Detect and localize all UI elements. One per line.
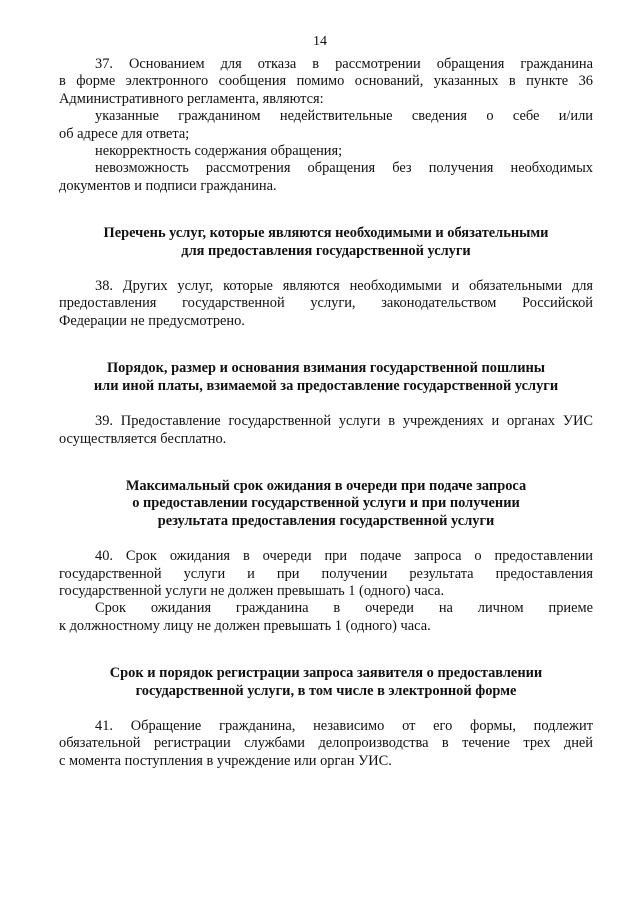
section-heading-services (59, 225, 593, 260)
paragraph-40 (59, 548, 593, 600)
heading-line: Срок и порядок регистрации запроса заявителя о предоставлении (109, 665, 543, 682)
heading-line: государственной услуги, в том числе в электронной форме (135, 682, 517, 699)
paragraph-39 (59, 413, 593, 448)
text-line: 41. Обращение гражданина, независимо от его формы, подлежит (95, 717, 593, 734)
text-line: осуществляется бесплатно. (59, 430, 227, 447)
heading-line: Порядок, размер и основания взимания государственной пошлины (106, 360, 546, 377)
document-body (59, 56, 593, 770)
text-line: 40. Срок ожидания в очереди при подаче запроса о предоставлении (95, 548, 593, 565)
heading-line: о предоставлении государственной услуги и при получении (132, 495, 520, 512)
text-line: государственной услуги и при получении результата предоставления (59, 565, 593, 582)
text-line: некорректность содержания обращения; (95, 143, 343, 160)
heading-line: или иной платы, взимаемой за предоставление государственной услуги (93, 377, 559, 394)
paragraph-37 (59, 56, 593, 108)
text-line: в форме электронного сообщения помимо оснований, указанных в пункте 36 (59, 73, 593, 90)
paragraph-37-item-2 (59, 143, 593, 160)
text-line: документов и подписи гражданина. (59, 177, 277, 194)
text-line: предоставления государственной услуги, законодательством Российской (59, 295, 593, 312)
text-line: с момента поступления в учреждение или орган УИС. (59, 752, 392, 769)
section-heading-registration (59, 665, 593, 700)
text-line: об адресе для ответа; (59, 125, 190, 142)
text-line: 38. Других услуг, которые являются необходимыми и обязательными для (95, 278, 593, 295)
text-line: государственной услуги не должен превышать 1 (одного) часа. (59, 582, 445, 599)
heading-line: Максимальный срок ожидания в очереди при подаче запроса (125, 477, 527, 494)
paragraph-40-b (59, 600, 593, 635)
text-line: к должностному лицу не должен превышать 1 (одного) часа. (59, 617, 431, 634)
heading-line: Перечень услуг, которые являются необходимыми и обязательными (103, 225, 549, 242)
text-line: Срок ожидания гражданина в очереди на личном приеме (95, 600, 593, 617)
text-line: Федерации не предусмотрено. (59, 312, 245, 329)
text-line: указанные гражданином недействительные сведения о себе и/или (95, 108, 593, 125)
heading-line: для предоставления государственной услуги (181, 242, 471, 259)
heading-line: результата предоставления государственной услуги (157, 512, 495, 529)
text-line: Административного регламента, являются: (59, 90, 324, 107)
text-line: невозможность рассмотрения обращения без получения необходимых (95, 160, 593, 177)
paragraph-41 (59, 718, 593, 770)
text-line: 37. Основанием для отказа в рассмотрении обращения гражданина (95, 56, 593, 72)
text-line: 39. Предоставление государственной услуги в учреждениях и органах УИС (95, 413, 593, 430)
text-line: обязательной регистрации службами делопроизводства в течение трех дней (59, 735, 593, 752)
page-number: 14 (313, 34, 327, 49)
section-heading-waiting-time (59, 478, 593, 530)
paragraph-37-item-1 (59, 108, 593, 143)
paragraph-37-item-3 (59, 160, 593, 195)
paragraph-38 (59, 278, 593, 330)
section-heading-fees (59, 360, 593, 395)
